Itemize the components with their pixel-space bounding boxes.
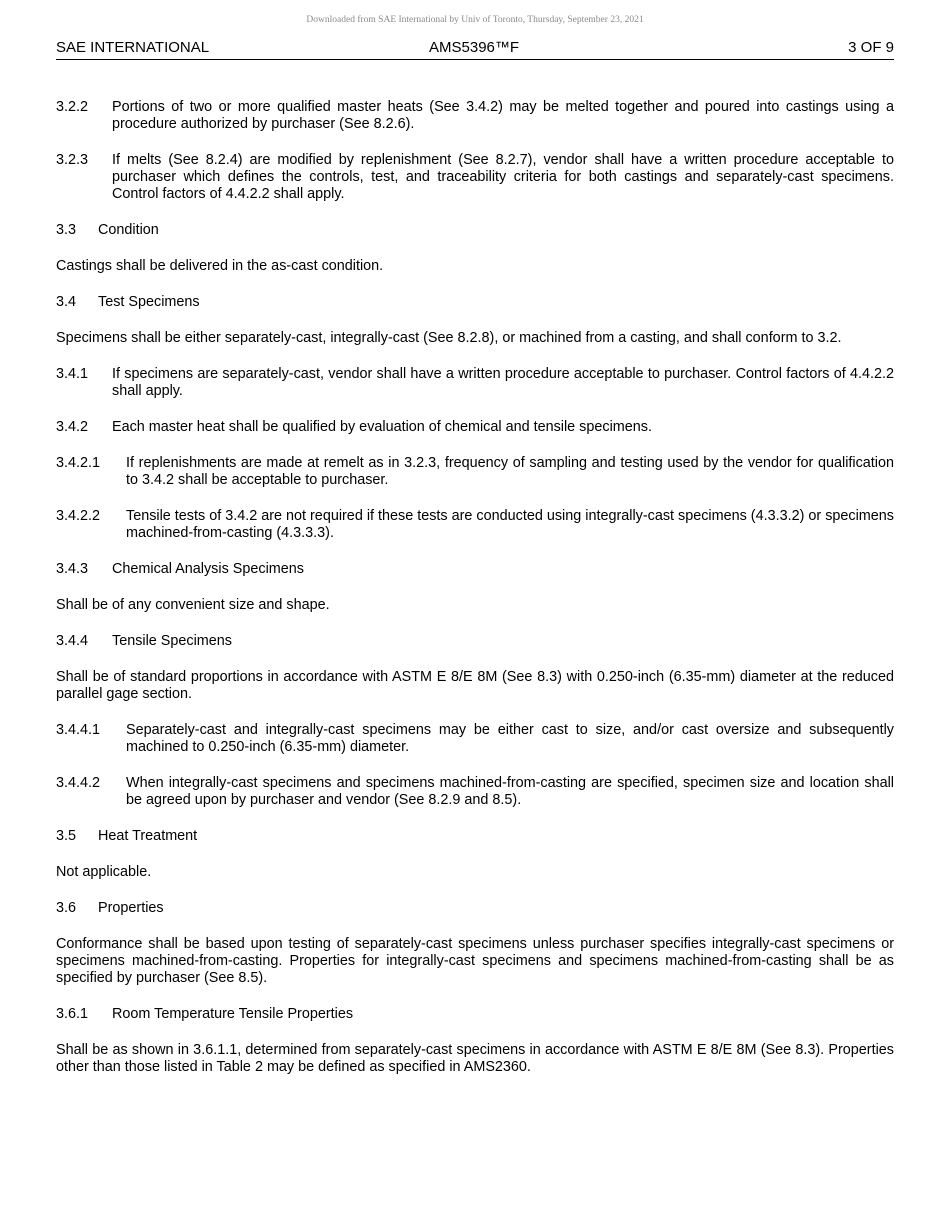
clause-3-2-3 bbox=[56, 152, 894, 203]
section-number: 3.5 bbox=[56, 828, 77, 844]
clause-3-2-2 bbox=[56, 99, 894, 133]
section-title: Heat Treatment bbox=[98, 828, 198, 844]
clause-3-4-2-1 bbox=[56, 455, 894, 489]
clause-number: 3.4.4.2 bbox=[56, 775, 101, 791]
clause-3-4-4-2 bbox=[56, 775, 894, 809]
clause-number: 3.4.2 bbox=[56, 419, 89, 435]
clause-number: 3.2.2 bbox=[56, 99, 89, 115]
clause-text: If melts (See 8.2.4) are modified by replenishment (See 8.2.7), vendor shall have a written procedure acceptable to purchaser which defines the controls, test, and traceability criteria for both castings and separately-cast specimens. Control factors of 4.4.2.2 shall apply. bbox=[112, 152, 894, 202]
section-heading-3-4-4 bbox=[56, 633, 894, 650]
section-number: 3.4.3 bbox=[56, 561, 89, 577]
paragraph: Shall be of standard proportions in accordance with ASTM E 8/E 8M (See 8.3) with 0.250-inch (6.35-mm) diameter at the reduced parallel gage section. bbox=[56, 669, 894, 702]
section-title: Chemical Analysis Specimens bbox=[112, 561, 304, 577]
clause-text: Portions of two or more qualified master heats (See 3.4.2) may be melted together and poured into castings using a procedure authorized by purchaser (See 8.2.6). bbox=[112, 99, 894, 132]
section-title: Properties bbox=[98, 900, 164, 916]
section-number: 3.6.1 bbox=[56, 1006, 89, 1022]
clause-number: 3.4.1 bbox=[56, 366, 89, 382]
paragraph: Specimens shall be either separately-cast, integrally-cast (See 8.2.8), or machined from a casting, and shall conform to 3.2. bbox=[56, 330, 842, 346]
clause-number: 3.4.4.1 bbox=[56, 722, 101, 738]
clause-3-4-2 bbox=[56, 419, 894, 436]
clause-text: If specimens are separately-cast, vendor shall have a written procedure acceptable to purchaser. Control factors of 4.4.2.2 shall apply. bbox=[112, 366, 894, 399]
clause-number: 3.4.2.1 bbox=[56, 455, 101, 471]
section-number: 3.6 bbox=[56, 900, 77, 916]
section-title: Room Temperature Tensile Properties bbox=[112, 1006, 354, 1022]
paragraph: Conformance shall be based upon testing of separately-cast specimens unless purchaser specifies integrally-cast specimens or specimens machined-from-casting. Properties for integrally-cast specimens and specimens machined-from-casting shall be as specified by purchaser (See 8.5). bbox=[56, 936, 894, 986]
header-organization: SAE INTERNATIONAL bbox=[56, 39, 210, 56]
clause-text: Separately-cast and integrally-cast specimens may be either cast to size, and/or cast oversize and subsequently machined to 0.250-inch (6.35-mm) diameter. bbox=[126, 722, 894, 755]
clause-3-4-2-2 bbox=[56, 508, 894, 542]
section-heading-3-5 bbox=[56, 828, 894, 845]
section-heading-3-6-1 bbox=[56, 1006, 894, 1023]
clause-text: Tensile tests of 3.4.2 are not required if these tests are conducted using integrally-cast specimens (4.3.3.2) or specimens machined-from-casting (4.3.3.3). bbox=[126, 508, 894, 541]
clause-3-4-4-1 bbox=[56, 722, 894, 756]
header-document-id: AMS5396™F bbox=[429, 39, 520, 56]
clause-text: When integrally-cast specimens and specimens machined-from-casting are specified, specimen size and location shall be agreed upon by purchaser and vendor (See 8.2.9 and 8.5). bbox=[126, 775, 894, 808]
paragraph: Shall be of any convenient size and shape. bbox=[56, 597, 330, 613]
download-watermark: Downloaded from SAE International by Univ of Toronto, Thursday, September 23, 2021 bbox=[306, 15, 644, 25]
paragraph: Castings shall be delivered in the as-cast condition. bbox=[56, 258, 384, 274]
section-title: Tensile Specimens bbox=[112, 633, 232, 649]
section-title: Condition bbox=[98, 222, 159, 238]
clause-text: If replenishments are made at remelt as in 3.2.3, frequency of sampling and testing used by the vendor for qualification to 3.4.2 shall be acceptable to purchaser. bbox=[126, 455, 894, 488]
paragraph: Not applicable. bbox=[56, 864, 152, 880]
section-title: Test Specimens bbox=[98, 294, 200, 310]
section-heading-3-4-3 bbox=[56, 561, 894, 578]
header-page-number: 3 OF 9 bbox=[848, 39, 894, 56]
section-number: 3.3 bbox=[56, 222, 77, 238]
section-heading-3-3 bbox=[56, 222, 894, 239]
clause-number: 3.4.2.2 bbox=[56, 508, 101, 524]
document-body bbox=[56, 99, 894, 1095]
clause-3-4-1 bbox=[56, 366, 894, 400]
section-number: 3.4.4 bbox=[56, 633, 89, 649]
clause-text: Each master heat shall be qualified by evaluation of chemical and tensile specimens. bbox=[112, 419, 652, 435]
clause-number: 3.2.3 bbox=[56, 152, 89, 168]
section-heading-3-4 bbox=[56, 294, 894, 311]
section-heading-3-6 bbox=[56, 900, 894, 917]
page-header bbox=[56, 39, 894, 60]
section-number: 3.4 bbox=[56, 294, 77, 310]
paragraph: Shall be as shown in 3.6.1.1, determined from separately-cast specimens in accordance with ASTM E 8/E 8M (See 8.3). Properties other than those listed in Table 2 may be defined as specified in AMS2360. bbox=[56, 1042, 894, 1075]
